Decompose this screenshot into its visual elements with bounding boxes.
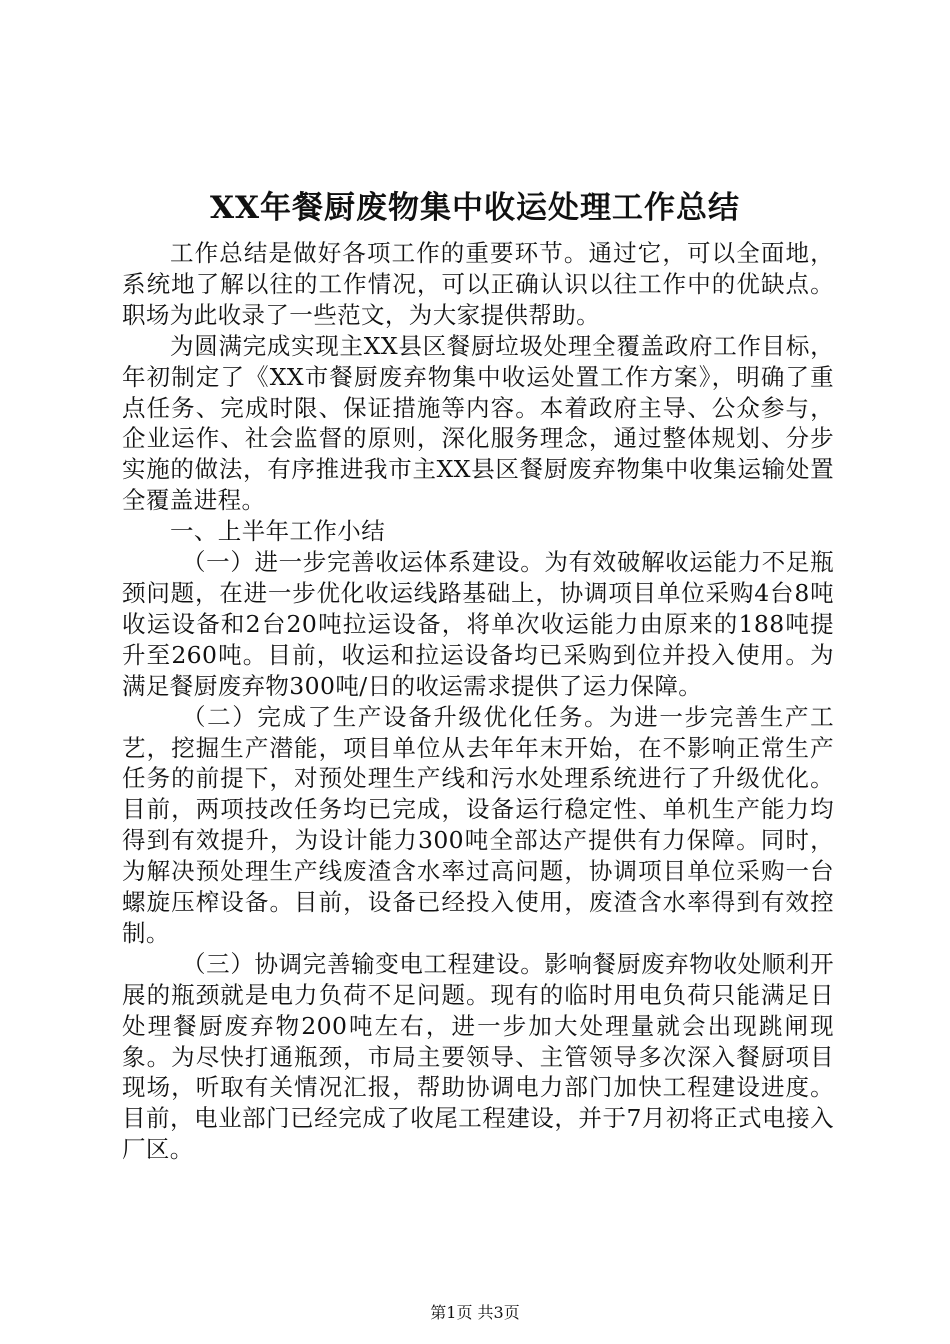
intro-paragraph: 工作总结是做好各项工作的重要环节。通过它，可以全面地，系统地了解以往的工作情况，可以正确认识以往工作中的优缺点。职场为此收录了一些范文，为大家提供帮助。 [122,239,834,329]
page-number: 第1页 共3页 [430,1303,520,1322]
document-body [122,238,834,1165]
item-two-paragraph: （二）完成了生产设备升级优化任务。为进一步完善生产工艺，挖掘生产潜能，项目单位从去年年末开始，在不影响正常生产任务的前提下，对预处理生产线和污水处理系统进行了升级优化。目前，两项技改任务均已完成，设备运行稳定性、单机生产能力均得到有效提升，为设计能力300吨全部达产提供有力保障。同时，为解决预处理生产线废渣含水率过高问题，协调项目单位采购一台螺旋压榨设备。目前，设备已经投入使用，废渣含水率得到有效控制。 [122,702,834,947]
item-one-paragraph: （一）进一步完善收运体系建设。为有效破解收运能力不足瓶颈问题，在进一步优化收运线路基础上，协调项目单位采购4台8吨收运设备和2台20吨拉运设备，将单次收运能力由原来的188吨提升至260吨。目前，收运和拉运设备均已采购到位并投入使用。为满足餐厨废弃物300吨/日的收运需求提供了运力保障。 [122,548,834,700]
section-heading: 一、上半年工作小结 [170,517,386,546]
document-title: XX年餐厨废物集中收运处理工作总结 [209,190,741,226]
background-paragraph: 为圆满完成实现主XX县区餐厨垃圾处理全覆盖政府工作目标，年初制定了《XX市餐厨废弃物集中收运处置工作方案》，明确了重点任务、完成时限、保证措施等内容。本着政府主导、公众参与，企业运作、社会监督的原则，深化服务理念，通过整体规划、分步实施的做法，有序推进我市主XX县区餐厨废弃物集中收集运输处置全覆盖进程。 [122,331,834,515]
item-three-paragraph: （三）协调完善输变电工程建设。影响餐厨废弃物收处顺利开展的瓶颈就是电力负荷不足问题。现有的临时用电负荷只能满足日处理餐厨废弃物200吨左右，进一步加大处理量就会出现跳闸现象。为尽快打通瓶颈，市局主要领导、主管领导多次深入餐厨项目现场，听取有关情况汇报，帮助协调电力部门加快工程建设进度。目前，电业部门已经完成了收尾工程建设，并于7月初将正式电接入厂区。 [122,949,834,1164]
